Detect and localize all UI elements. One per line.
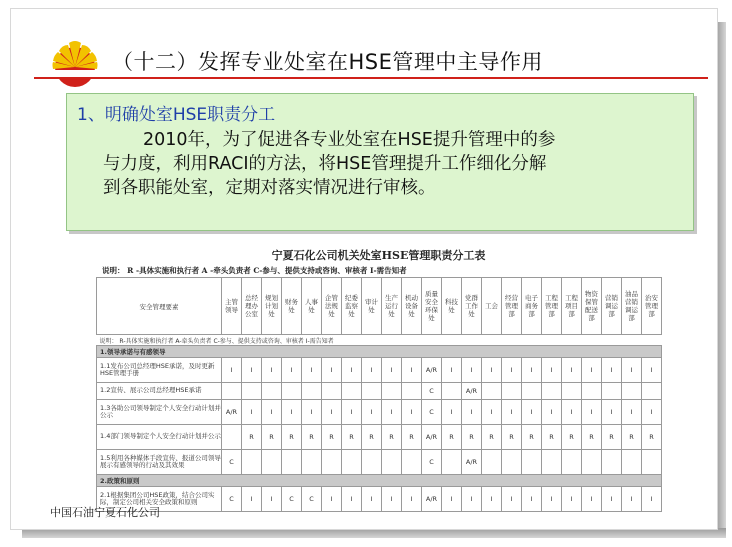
raci-cell <box>322 383 342 400</box>
raci-cell <box>502 383 522 400</box>
raci-cell: I <box>482 358 502 383</box>
raci-cell <box>282 383 302 400</box>
row-label: 1.3各助公司领导制定个人安全行动计划并公示 <box>97 400 222 425</box>
raci-cell: C <box>222 450 242 475</box>
raci-cell: I <box>262 400 282 425</box>
raci-cell: I <box>242 487 262 512</box>
column-header: 经营管理部 <box>502 278 522 335</box>
row-label: 1.1发布公司总经理HSE承诺，及时更新HSE管理手册 <box>97 358 222 383</box>
raci-cell: I <box>562 487 582 512</box>
raci-cell: I <box>542 400 562 425</box>
column-header: 质量安全环保处 <box>422 278 442 335</box>
raci-cell <box>622 383 642 400</box>
raci-cell: I <box>462 358 482 383</box>
raci-cell: I <box>522 487 542 512</box>
raci-cell <box>522 383 542 400</box>
raci-cell: R <box>302 425 322 450</box>
raci-cell: I <box>522 400 542 425</box>
raci-cell: I <box>442 487 462 512</box>
column-header: 营销调运部 <box>602 278 622 335</box>
raci-cell: R <box>282 425 302 450</box>
raci-cell: I <box>582 400 602 425</box>
raci-cell: R <box>462 425 482 450</box>
callout-body <box>103 128 693 200</box>
raci-cell <box>562 383 582 400</box>
raci-cell <box>362 383 382 400</box>
raci-cell <box>562 450 582 475</box>
raci-cell <box>642 450 662 475</box>
row-label: 1.2宣传、展示公司总经理HSE承诺 <box>97 383 222 400</box>
row-label: 2.1根据集团公司HSE政策，结合公司实际，制定公司相关安全政策和原则 <box>97 487 222 512</box>
raci-cell <box>262 383 282 400</box>
raci-cell: I <box>562 358 582 383</box>
raci-cell: I <box>242 400 262 425</box>
column-header: 规划计划处 <box>262 278 282 335</box>
raci-cell: R <box>322 425 342 450</box>
section-header: 2.政策和原则 <box>97 475 662 487</box>
slide-title: （十二）发挥专业处室在HSE管理中主导作用 <box>112 50 543 74</box>
footer-company: 中国石油宁夏石化公司 <box>50 506 160 519</box>
raci-cell: R <box>542 425 562 450</box>
raci-cell: I <box>222 358 242 383</box>
raci-cell: R <box>602 425 622 450</box>
raci-cell: I <box>262 487 282 512</box>
column-header: 党群工作处 <box>462 278 482 335</box>
raci-cell: C <box>422 383 442 400</box>
raci-cell: I <box>442 358 462 383</box>
raci-cell: A/R <box>422 425 442 450</box>
raci-cell <box>602 450 622 475</box>
raci-cell: I <box>542 358 562 383</box>
raci-cell: I <box>362 487 382 512</box>
raci-cell: I <box>642 400 662 425</box>
raci-cell: I <box>402 400 422 425</box>
raci-cell: I <box>602 400 622 425</box>
column-header: 电子商务部 <box>522 278 542 335</box>
raci-cell: I <box>462 487 482 512</box>
raci-cell <box>602 383 622 400</box>
raci-cell: R <box>522 425 542 450</box>
raci-cell: I <box>382 400 402 425</box>
raci-cell <box>502 450 522 475</box>
raci-cell: A/R <box>422 487 442 512</box>
column-header: 油品营销调运部 <box>622 278 642 335</box>
raci-cell <box>302 383 322 400</box>
raci-cell: A/R <box>222 400 242 425</box>
table-title: 宁夏石化公司机关处室HSE管理职责分工表 <box>271 249 486 262</box>
raci-cell: R <box>402 425 422 450</box>
column-header: 工会 <box>482 278 502 335</box>
raci-cell <box>342 383 362 400</box>
raci-cell: R <box>382 425 402 450</box>
column-header: 财务处 <box>282 278 302 335</box>
raci-cell: I <box>622 358 642 383</box>
raci-cell: R <box>242 425 262 450</box>
table-row <box>97 425 662 450</box>
column-header: 治安管理部 <box>642 278 662 335</box>
raci-cell: I <box>602 487 622 512</box>
raci-cell: I <box>562 400 582 425</box>
row-label: 1.4部门领导制定个人安全行动计划并公示 <box>97 425 222 450</box>
raci-cell: R <box>442 425 462 450</box>
raci-cell <box>582 450 602 475</box>
callout-box <box>66 93 694 231</box>
raci-cell: I <box>262 358 282 383</box>
petrochina-logo-icon <box>49 37 101 79</box>
raci-cell <box>402 383 422 400</box>
raci-cell <box>322 450 342 475</box>
column-header: 主管领导 <box>222 278 242 335</box>
raci-cell <box>642 383 662 400</box>
raci-cell <box>362 450 382 475</box>
column-header: 生产运行处 <box>382 278 402 335</box>
raci-cell: I <box>482 487 502 512</box>
raci-cell: R <box>482 425 502 450</box>
raci-cell: R <box>622 425 642 450</box>
raci-cell: I <box>322 400 342 425</box>
raci-cell <box>382 450 402 475</box>
raci-cell <box>302 450 322 475</box>
raci-cell: I <box>342 400 362 425</box>
raci-cell: I <box>282 358 302 383</box>
raci-cell: I <box>402 358 422 383</box>
callout-line: 2010年，为了促进各专业处室在HSE提升管理中的参 <box>143 130 556 150</box>
column-header: 总经理办公室 <box>242 278 262 335</box>
raci-cell: A/R <box>462 450 482 475</box>
column-header: 工程项目部 <box>562 278 582 335</box>
raci-cell <box>482 450 502 475</box>
column-header: 纪委监察处 <box>342 278 362 335</box>
raci-cell <box>242 450 262 475</box>
raci-cell: I <box>602 358 622 383</box>
raci-cell: C <box>422 400 442 425</box>
raci-cell: I <box>302 400 322 425</box>
raci-cell: I <box>502 400 522 425</box>
raci-cell <box>402 450 422 475</box>
raci-cell <box>442 383 462 400</box>
table-row <box>97 487 662 512</box>
raci-cell: R <box>502 425 522 450</box>
raci-cell <box>382 383 402 400</box>
column-header: 工程管理部 <box>542 278 562 335</box>
column-header: 人事处 <box>302 278 322 335</box>
table-row <box>97 450 662 475</box>
table-note: 说明： R-具体实施和执行者 A-牵头负责者 C-参与、提供支持或咨询、审核者 I-需告知者 <box>97 335 662 346</box>
raci-cell: R <box>582 425 602 450</box>
raci-cell: I <box>302 358 322 383</box>
raci-cell: I <box>522 358 542 383</box>
raci-cell: I <box>502 358 522 383</box>
raci-cell <box>582 383 602 400</box>
raci-cell <box>622 450 642 475</box>
table-row <box>97 358 662 383</box>
raci-cell: I <box>322 358 342 383</box>
raci-cell: C <box>422 450 442 475</box>
raci-cell: R <box>362 425 382 450</box>
responsibility-table-image <box>96 248 661 506</box>
raci-cell <box>442 450 462 475</box>
raci-cell: R <box>562 425 582 450</box>
raci-cell: R <box>262 425 282 450</box>
callout-line: 与力度，利用RACI的方法，将HSE管理提升工作细化分解 <box>103 154 547 174</box>
raci-cell: I <box>382 358 402 383</box>
raci-table <box>96 277 662 512</box>
raci-cell: I <box>482 400 502 425</box>
raci-cell <box>482 383 502 400</box>
title-underline <box>34 77 708 79</box>
raci-cell <box>242 383 262 400</box>
raci-cell: I <box>362 358 382 383</box>
callout-line: 到各职能处室，定期对落实情况进行审核。 <box>103 178 436 198</box>
column-header: 审计处 <box>362 278 382 335</box>
raci-cell: I <box>322 487 342 512</box>
raci-cell: I <box>642 358 662 383</box>
raci-cell: I <box>642 487 662 512</box>
raci-cell: R <box>642 425 662 450</box>
raci-cell <box>522 450 542 475</box>
table-row <box>97 383 662 400</box>
raci-cell: A/R <box>422 358 442 383</box>
callout-heading: 1、明确处室HSE职责分工 <box>77 105 276 125</box>
raci-cell: C <box>222 487 242 512</box>
table-legend: 说明： R -具体实施和执行者 A -牵头负责者 C-参与、提供支持或咨询、审核者 I-需告知者 <box>102 266 407 275</box>
column-header: 科技处 <box>442 278 462 335</box>
section-header: 1.领导承诺与有感领导 <box>97 346 662 358</box>
raci-cell: I <box>242 358 262 383</box>
raci-cell: C <box>282 487 302 512</box>
raci-cell: I <box>542 487 562 512</box>
column-header: 机动设备处 <box>402 278 422 335</box>
raci-cell: I <box>622 487 642 512</box>
raci-cell <box>262 450 282 475</box>
raci-cell <box>282 450 302 475</box>
raci-cell: I <box>582 487 602 512</box>
raci-cell: I <box>282 400 302 425</box>
raci-cell <box>222 425 242 450</box>
raci-cell <box>542 450 562 475</box>
raci-cell: I <box>462 400 482 425</box>
raci-cell: C <box>302 487 322 512</box>
raci-cell: I <box>502 487 522 512</box>
header-element: 安全管理要素 <box>97 278 222 335</box>
raci-cell: I <box>582 358 602 383</box>
raci-cell: R <box>342 425 362 450</box>
raci-cell <box>222 383 242 400</box>
table-row <box>97 400 662 425</box>
row-label: 1.5利用各种媒体手段宣传、报道公司领导展示有感领导的行动及其效果 <box>97 450 222 475</box>
raci-cell: I <box>342 358 362 383</box>
raci-cell: I <box>382 487 402 512</box>
column-header: 物资保管配送部 <box>582 278 602 335</box>
raci-cell: I <box>622 400 642 425</box>
raci-cell: A/R <box>462 383 482 400</box>
raci-cell <box>542 383 562 400</box>
raci-cell: I <box>402 487 422 512</box>
raci-cell <box>342 450 362 475</box>
raci-cell: I <box>342 487 362 512</box>
column-header: 企管法规处 <box>322 278 342 335</box>
raci-cell: I <box>442 400 462 425</box>
raci-cell: I <box>362 400 382 425</box>
